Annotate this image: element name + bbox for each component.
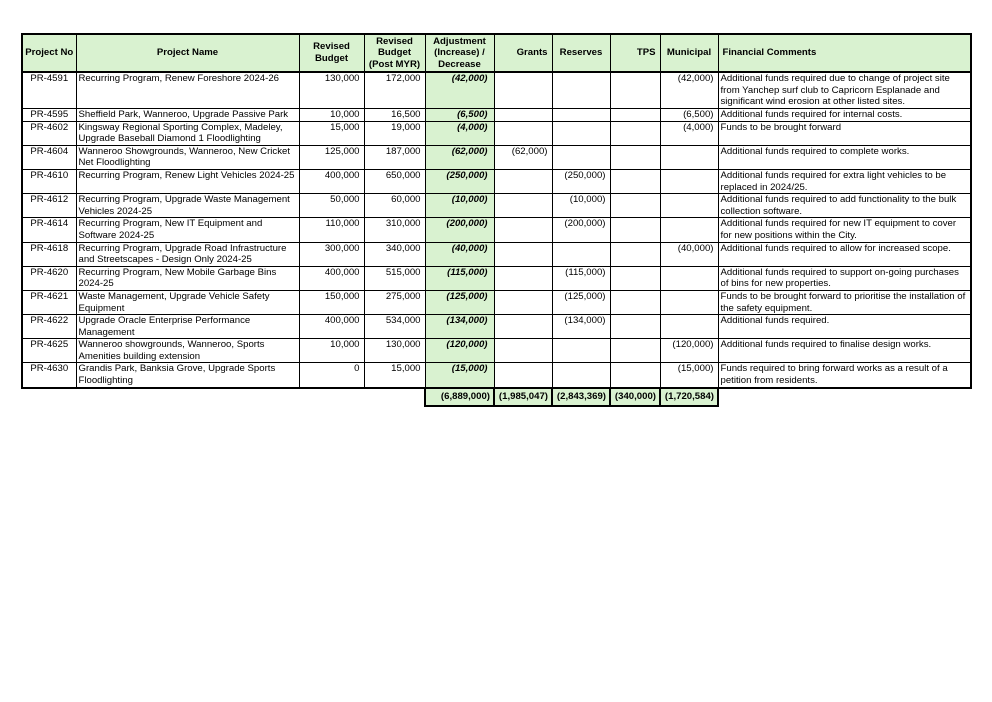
tps-cell: [610, 169, 660, 193]
header-project-no: Project No: [22, 34, 76, 72]
tps-cell: [610, 194, 660, 218]
revised-budget-post-myr-cell: 515,000: [364, 266, 425, 290]
budget-sheet: [21, 33, 972, 407]
table-row: [22, 363, 971, 388]
totals-row: [22, 388, 971, 406]
grants-cell: [494, 339, 552, 363]
project-no-cell: PR-4604: [22, 145, 76, 169]
totals-spacer: [22, 388, 76, 406]
project-no-cell: PR-4620: [22, 266, 76, 290]
municipal-cell: (6,500): [660, 109, 718, 122]
total-adjustment: (6,889,000): [425, 388, 494, 406]
header-municipal: Municipal: [660, 34, 718, 72]
table-row: [22, 266, 971, 290]
financial-comments-cell: Additional funds required for extra light vehicles to be replaced in 2024/25.: [718, 169, 971, 193]
financial-comments-cell: Additional funds required for internal costs.: [718, 109, 971, 122]
project-no-cell: PR-4621: [22, 290, 76, 314]
header-grants: Grants: [494, 34, 552, 72]
revised-budget-cell: 50,000: [299, 194, 364, 218]
tps-cell: [610, 315, 660, 339]
tps-cell: [610, 109, 660, 122]
table-row: [22, 145, 971, 169]
project-no-cell: PR-4618: [22, 242, 76, 266]
municipal-cell: [660, 218, 718, 242]
revised-budget-post-myr-cell: 275,000: [364, 290, 425, 314]
project-name-cell: Waste Management, Upgrade Vehicle Safety Equipment: [76, 290, 299, 314]
municipal-cell: [660, 145, 718, 169]
header-project-name: Project Name: [76, 34, 299, 72]
tps-cell: [610, 363, 660, 388]
project-name-cell: Recurring Program, Renew Light Vehicles 2024-25: [76, 169, 299, 193]
reserves-cell: [552, 242, 610, 266]
table-row: [22, 72, 971, 109]
header-tps: TPS: [610, 34, 660, 72]
project-no-cell: PR-4622: [22, 315, 76, 339]
project-name-cell: Recurring Program, Upgrade Waste Management Vehicles 2024-25: [76, 194, 299, 218]
municipal-cell: [660, 194, 718, 218]
reserves-cell: (250,000): [552, 169, 610, 193]
grants-cell: [494, 363, 552, 388]
total-municipal: (1,720,584): [660, 388, 718, 406]
table-row: [22, 121, 971, 145]
table-row: [22, 315, 971, 339]
project-name-cell: Wanneroo showgrounds, Wanneroo, Sports Amenities building extension: [76, 339, 299, 363]
revised-budget-post-myr-cell: 16,500: [364, 109, 425, 122]
adjustment-cell: (62,000): [425, 145, 494, 169]
grants-cell: [494, 194, 552, 218]
adjustment-cell: (6,500): [425, 109, 494, 122]
tps-cell: [610, 72, 660, 109]
reserves-cell: [552, 72, 610, 109]
project-no-cell: PR-4612: [22, 194, 76, 218]
adjustment-cell: (250,000): [425, 169, 494, 193]
table-row: [22, 339, 971, 363]
revised-budget-cell: 10,000: [299, 339, 364, 363]
municipal-cell: [660, 169, 718, 193]
municipal-cell: (40,000): [660, 242, 718, 266]
revised-budget-post-myr-cell: 310,000: [364, 218, 425, 242]
reserves-cell: [552, 363, 610, 388]
revised-budget-cell: 400,000: [299, 315, 364, 339]
grants-cell: [494, 315, 552, 339]
revised-budget-cell: 125,000: [299, 145, 364, 169]
project-no-cell: PR-4625: [22, 339, 76, 363]
revised-budget-post-myr-cell: 19,000: [364, 121, 425, 145]
project-name-cell: Recurring Program, Renew Foreshore 2024-26: [76, 72, 299, 109]
table-row: [22, 290, 971, 314]
revised-budget-cell: 400,000: [299, 266, 364, 290]
capital-budget-adjustment-table: [21, 33, 972, 407]
tps-cell: [610, 121, 660, 145]
revised-budget-cell: 15,000: [299, 121, 364, 145]
tps-cell: [610, 145, 660, 169]
header-financial-comments: Financial Comments: [718, 34, 971, 72]
reserves-cell: (134,000): [552, 315, 610, 339]
project-name-cell: Grandis Park, Banksia Grove, Upgrade Sports Floodlighting: [76, 363, 299, 388]
revised-budget-post-myr-cell: 187,000: [364, 145, 425, 169]
project-no-cell: PR-4602: [22, 121, 76, 145]
financial-comments-cell: Additional funds required to add functionality to the bulk collection software.: [718, 194, 971, 218]
grants-cell: [494, 218, 552, 242]
header-row: [22, 34, 971, 72]
adjustment-cell: (115,000): [425, 266, 494, 290]
reserves-cell: [552, 339, 610, 363]
grants-cell: [494, 109, 552, 122]
adjustment-cell: (40,000): [425, 242, 494, 266]
project-no-cell: PR-4630: [22, 363, 76, 388]
header-reserves: Reserves: [552, 34, 610, 72]
municipal-cell: (15,000): [660, 363, 718, 388]
totals-spacer: [364, 388, 425, 406]
project-name-cell: Sheffield Park, Wanneroo, Upgrade Passive Park: [76, 109, 299, 122]
header-revised-budget: Revised Budget: [299, 34, 364, 72]
table-row: [22, 194, 971, 218]
adjustment-cell: (4,000): [425, 121, 494, 145]
reserves-cell: [552, 145, 610, 169]
financial-comments-cell: Funds required to bring forward works as a result of a petition from residents.: [718, 363, 971, 388]
revised-budget-post-myr-cell: 340,000: [364, 242, 425, 266]
grants-cell: [494, 242, 552, 266]
header-adjustment: Adjustment (Increase) / Decrease: [425, 34, 494, 72]
tps-cell: [610, 266, 660, 290]
project-name-cell: Recurring Program, New IT Equipment and Software 2024-25: [76, 218, 299, 242]
tps-cell: [610, 218, 660, 242]
table-row: [22, 169, 971, 193]
adjustment-cell: (125,000): [425, 290, 494, 314]
project-name-cell: Recurring Program, New Mobile Garbage Bins 2024-25: [76, 266, 299, 290]
project-name-cell: Wanneroo Showgrounds, Wanneroo, New Cricket Net Floodlighting: [76, 145, 299, 169]
revised-budget-cell: 10,000: [299, 109, 364, 122]
financial-comments-cell: Funds to be brought forward to prioritise the installation of the safety equipment.: [718, 290, 971, 314]
adjustment-cell: (10,000): [425, 194, 494, 218]
municipal-cell: (120,000): [660, 339, 718, 363]
totals-spacer: [299, 388, 364, 406]
adjustment-cell: (42,000): [425, 72, 494, 109]
grants-cell: [494, 290, 552, 314]
project-name-cell: Kingsway Regional Sporting Complex, Madeley, Upgrade Baseball Diamond 1 Floodlighting: [76, 121, 299, 145]
adjustment-cell: (134,000): [425, 315, 494, 339]
tps-cell: [610, 339, 660, 363]
municipal-cell: [660, 290, 718, 314]
grants-cell: [494, 72, 552, 109]
adjustment-cell: (200,000): [425, 218, 494, 242]
table-row: [22, 242, 971, 266]
financial-comments-cell: Additional funds required to allow for increased scope.: [718, 242, 971, 266]
reserves-cell: [552, 121, 610, 145]
header-revised-budget-post-myr: Revised Budget (Post MYR): [364, 34, 425, 72]
grants-cell: [494, 266, 552, 290]
revised-budget-post-myr-cell: 650,000: [364, 169, 425, 193]
municipal-cell: (4,000): [660, 121, 718, 145]
revised-budget-cell: 0: [299, 363, 364, 388]
financial-comments-cell: Additional funds required to finalise design works.: [718, 339, 971, 363]
project-name-cell: Upgrade Oracle Enterprise Performance Management: [76, 315, 299, 339]
table-row: [22, 218, 971, 242]
reserves-cell: (115,000): [552, 266, 610, 290]
grants-cell: [494, 169, 552, 193]
grants-cell: (62,000): [494, 145, 552, 169]
revised-budget-post-myr-cell: 15,000: [364, 363, 425, 388]
reserves-cell: (10,000): [552, 194, 610, 218]
reserves-cell: (200,000): [552, 218, 610, 242]
financial-comments-cell: Funds to be brought forward: [718, 121, 971, 145]
revised-budget-post-myr-cell: 60,000: [364, 194, 425, 218]
project-no-cell: PR-4591: [22, 72, 76, 109]
revised-budget-post-myr-cell: 130,000: [364, 339, 425, 363]
municipal-cell: [660, 266, 718, 290]
reserves-cell: (125,000): [552, 290, 610, 314]
revised-budget-cell: 130,000: [299, 72, 364, 109]
revised-budget-cell: 150,000: [299, 290, 364, 314]
municipal-cell: (42,000): [660, 72, 718, 109]
table-row: [22, 109, 971, 122]
revised-budget-post-myr-cell: 172,000: [364, 72, 425, 109]
project-no-cell: PR-4614: [22, 218, 76, 242]
tps-cell: [610, 242, 660, 266]
tps-cell: [610, 290, 660, 314]
municipal-cell: [660, 315, 718, 339]
project-no-cell: PR-4595: [22, 109, 76, 122]
total-reserves: (2,843,369): [552, 388, 610, 406]
total-grants: (1,985,047): [494, 388, 552, 406]
revised-budget-cell: 110,000: [299, 218, 364, 242]
adjustment-cell: (120,000): [425, 339, 494, 363]
financial-comments-cell: Additional funds required.: [718, 315, 971, 339]
totals-spacer: [718, 388, 971, 406]
reserves-cell: [552, 109, 610, 122]
financial-comments-cell: Additional funds required to complete works.: [718, 145, 971, 169]
grants-cell: [494, 121, 552, 145]
totals-spacer: [76, 388, 299, 406]
project-name-cell: Recurring Program, Upgrade Road Infrastructure and Streetscapes - Design Only 2024-25: [76, 242, 299, 266]
total-tps: (340,000): [610, 388, 660, 406]
revised-budget-post-myr-cell: 534,000: [364, 315, 425, 339]
revised-budget-cell: 400,000: [299, 169, 364, 193]
revised-budget-cell: 300,000: [299, 242, 364, 266]
financial-comments-cell: Additional funds required to support on-going purchases of bins for new properties.: [718, 266, 971, 290]
financial-comments-cell: Additional funds required due to change of project site from Yanchep surf club to Capricorn Esplanade and significant wind erosion at other listed sites.: [718, 72, 971, 109]
project-no-cell: PR-4610: [22, 169, 76, 193]
adjustment-cell: (15,000): [425, 363, 494, 388]
financial-comments-cell: Additional funds required for new IT equipment to cover for new positions within the City.: [718, 218, 971, 242]
